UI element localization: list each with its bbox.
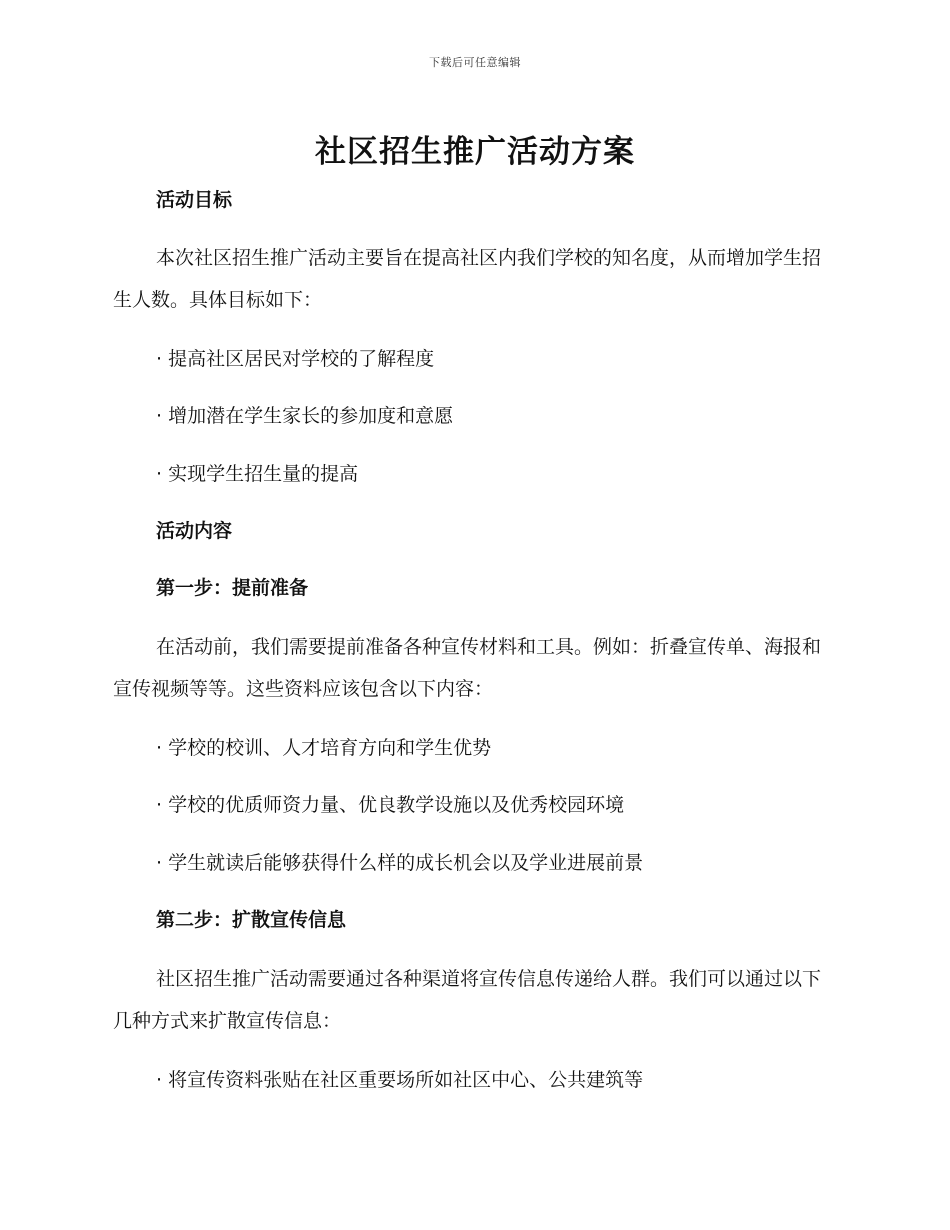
step2-heading: 第二步：扩散宣传信息	[156, 909, 347, 931]
section-heading-content: 活动内容	[156, 520, 233, 542]
section-heading-goal: 活动目标	[156, 189, 233, 211]
document-title: 社区招生推广活动方案	[315, 134, 635, 170]
paragraph-goal: 本次社区招生推广活动主要旨在提高社区内我们学校的知名度，从而增加学生招生人数。具体目标如下：	[113, 247, 822, 311]
paragraph-step1: 在活动前，我们需要提前准备各种宣传材料和工具。例如：折叠宣传单、海报和宣传视频等等。这些资料应该包含以下内容：	[113, 636, 822, 700]
paragraph-step2: 社区招生推广活动需要通过各种渠道将宣传信息传递给人群。我们可以通过以下几种方式来扩散宣传信息：	[113, 968, 822, 1032]
header-note: 下载后可任意编辑	[429, 56, 521, 69]
bullet-goal-3: · 实现学生招生量的提高	[156, 463, 359, 485]
bullet-step1-2: · 学校的优质师资力量、优良教学设施以及优秀校园环境	[156, 794, 625, 816]
bullet-goal-1: · 提高社区居民对学校的了解程度	[156, 348, 435, 370]
step1-heading: 第一步：提前准备	[156, 577, 309, 599]
bullet-step1-1: · 学校的校训、人才培育方向和学生优势	[156, 737, 492, 759]
bullet-step2-1: · 将宣传资料张贴在社区重要场所如社区中心、公共建筑等	[156, 1069, 644, 1091]
bullet-step1-3: · 学生就读后能够获得什么样的成长机会以及学业进展前景	[156, 852, 644, 874]
bullet-goal-2: · 增加潜在学生家长的参加度和意愿	[156, 405, 454, 427]
